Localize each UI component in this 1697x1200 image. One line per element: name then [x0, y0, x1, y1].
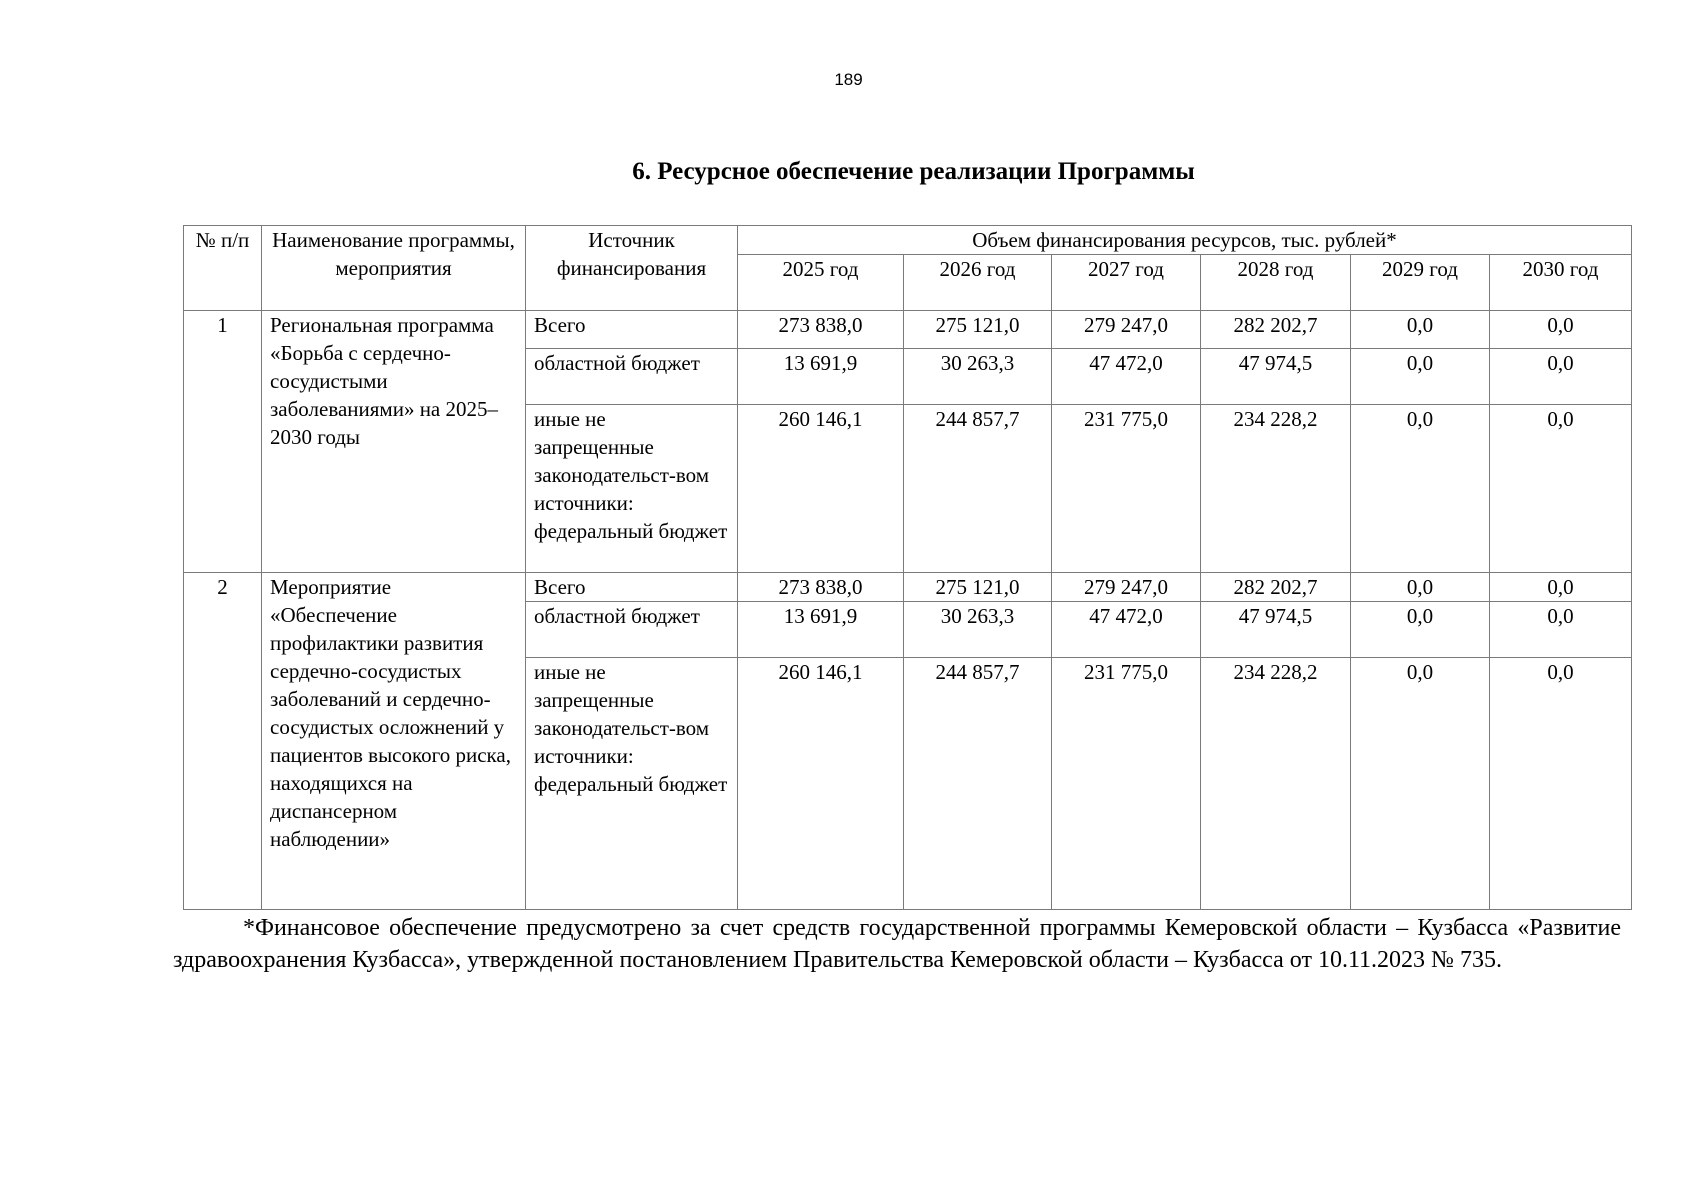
value-cell: 47 974,5 [1201, 602, 1351, 658]
value-cell: 234 228,2 [1201, 658, 1351, 910]
value-cell: 0,0 [1490, 602, 1632, 658]
page-number: 189 [834, 70, 863, 89]
value-cell: 13 691,9 [738, 602, 904, 658]
header-year: 2026 год [904, 255, 1052, 311]
value-cell: 244 857,7 [904, 658, 1052, 910]
value-cell: 231 775,0 [1052, 658, 1201, 910]
value-cell: 13 691,9 [738, 349, 904, 405]
value-cell: 260 146,1 [738, 405, 904, 573]
value-cell: 30 263,3 [904, 602, 1052, 658]
header-year: 2029 год [1351, 255, 1490, 311]
value-cell: 47 472,0 [1052, 602, 1201, 658]
value-cell: 0,0 [1351, 573, 1490, 602]
value-cell: 260 146,1 [738, 658, 904, 910]
source-cell: областной бюджет [526, 602, 738, 658]
financing-table [183, 225, 1632, 910]
value-cell: 282 202,7 [1201, 311, 1351, 349]
header-volume: Объем финансирования ресурсов, тыс. рублей* [738, 226, 1632, 255]
value-cell: 275 121,0 [904, 311, 1052, 349]
source-cell: иные не запрещенные законодательст-вом источники: федеральный бюджет [526, 405, 738, 573]
value-cell: 279 247,0 [1052, 573, 1201, 602]
value-cell: 0,0 [1351, 405, 1490, 573]
table-row [184, 573, 1632, 602]
source-cell: Всего [526, 573, 738, 602]
source-cell: иные не запрещенные законодательст-вом источники: федеральный бюджет [526, 658, 738, 910]
value-cell: 0,0 [1490, 573, 1632, 602]
program-name: Региональная программа «Борьба с сердечно-сосудистыми заболеваниями» на 2025–2030 годы [262, 311, 526, 573]
value-cell: 0,0 [1351, 311, 1490, 349]
row-index: 1 [184, 311, 262, 573]
footnote: *Финансовое обеспечение предусмотрено за счет средств государственной программы Кемеровской области – Кузбасса «Развитие здравоохранения Кузбасса», утвержденной постановлением Правительства Кемеровской области – Кузбасса от 10.11.2023 № 735. [173, 915, 1621, 973]
header-year: 2028 год [1201, 255, 1351, 311]
value-cell: 30 263,3 [904, 349, 1052, 405]
value-cell: 275 121,0 [904, 573, 1052, 602]
header-year: 2025 год [738, 255, 904, 311]
header-year: 2030 год [1490, 255, 1632, 311]
table-row [184, 311, 1632, 349]
value-cell: 47 974,5 [1201, 349, 1351, 405]
value-cell: 0,0 [1351, 658, 1490, 910]
section-title: 6. Ресурсное обеспечение реализации Программы [632, 158, 1195, 185]
value-cell: 0,0 [1490, 658, 1632, 910]
source-cell: Всего [526, 311, 738, 349]
program-name: Мероприятие «Обеспечение профилактики развития сердечно-сосудистых заболеваний и сердечно-сосудистых осложнений у пациентов высокого риска, находящихся на диспансерном наблюдении» [262, 573, 526, 910]
value-cell: 273 838,0 [738, 573, 904, 602]
header-name: Наименование программы, мероприятия [262, 226, 526, 311]
header-source: Источник финансирования [526, 226, 738, 311]
value-cell: 231 775,0 [1052, 405, 1201, 573]
value-cell: 234 228,2 [1201, 405, 1351, 573]
value-cell: 47 472,0 [1052, 349, 1201, 405]
row-index: 2 [184, 573, 262, 910]
value-cell: 0,0 [1351, 602, 1490, 658]
source-cell: областной бюджет [526, 349, 738, 405]
value-cell: 273 838,0 [738, 311, 904, 349]
value-cell: 282 202,7 [1201, 573, 1351, 602]
value-cell: 0,0 [1490, 311, 1632, 349]
header-number: № п/п [184, 226, 262, 311]
value-cell: 279 247,0 [1052, 311, 1201, 349]
value-cell: 0,0 [1351, 349, 1490, 405]
value-cell: 0,0 [1490, 349, 1632, 405]
value-cell: 0,0 [1490, 405, 1632, 573]
header-year: 2027 год [1052, 255, 1201, 311]
value-cell: 244 857,7 [904, 405, 1052, 573]
